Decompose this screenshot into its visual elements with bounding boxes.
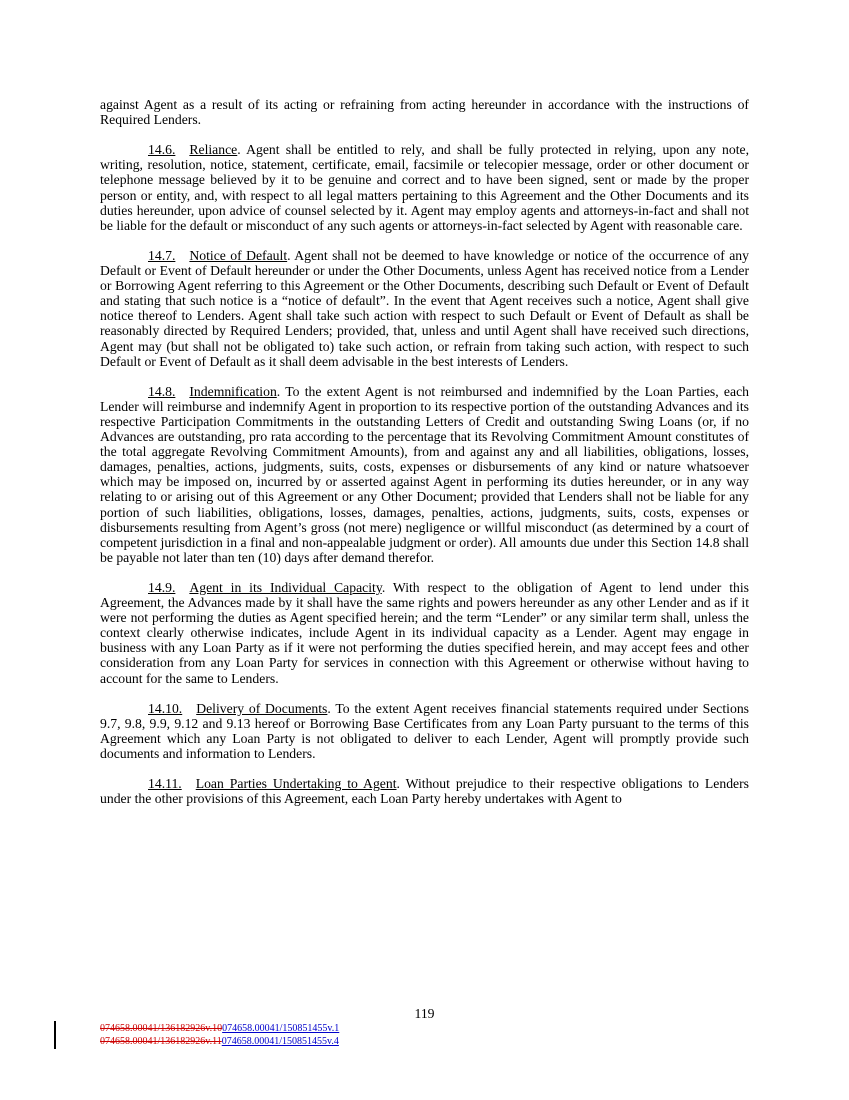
section-number: 14.6. — [148, 142, 176, 158]
footer-line-1 — [100, 1023, 339, 1036]
section-14-8 — [100, 384, 749, 565]
section-text: . Agent shall not be deemed to have knowledge or notice of the occurrence of any Default or Event of Default hereunder or under the Other Documents, unless Agent has received notice from a Lender or Borrowing Agent referring to this Agreement or the Other Documents, describing such Default or Event of Default and stating that such notice is a “notice of default”. In the event that Agent receives such a notice, Agent shall give notice thereof to Lenders. Agent shall take such action with respect to such Default or Event of Default as shall be reasonably directed by Required Lenders; provided, that, unless and until Agent shall have received such directions, Agent may (but shall not be obligated to) take such action, or refrain from taking such action, with respect to such Default or Event of Default as it shall deem advisable in the best interests of Lenders. — [100, 247, 749, 369]
document-body — [100, 97, 749, 822]
section-text: . Agent shall be entitled to rely, and shall be fully protected in relying, upon any note, writing, resolution, notice, statement, certificate, email, facsimile or telecopier message, order or other document or telephone message believed by it to be genuine and correct and to have been signed, sent or made by the proper person or entity, and, with respect to all legal matters pertaining to this Agreement and the Other Documents and its duties hereunder, upon advice of counsel selected by it. Agent may employ agents and attorneys-in-fact and shall not be liable for the default or misconduct of any such agents or attorneys-in-fact selected by Agent with reasonable care. — [100, 142, 749, 233]
section-title: Indemnification — [189, 383, 277, 399]
section-number: 14.9. — [148, 580, 176, 595]
change-bar — [54, 1021, 56, 1049]
footer-deleted-id: 074658.00041/136182926v.11 — [100, 1035, 222, 1047]
footer-inserted-id: 074658.00041/150851455v.1 — [222, 1023, 340, 1034]
section-14-7 — [100, 248, 749, 369]
section-title: Delivery of Documents — [196, 700, 328, 716]
paragraph-text: against Agent as a result of its acting or refraining from acting hereunder in accordance with the instructions of Required Lenders. — [100, 97, 749, 128]
section-title: Notice of Default — [189, 247, 288, 263]
section-text: . To the extent Agent receives financial statements required under Sections 9.7, 9.8, 9.9, 9.12 and 9.13 hereof or Borrowing Base Certificates from any Loan Party pursuant to the terms of this Agreement which any Loan Party is not obligated to deliver to each Lender, Agent will promptly provide such documents and information to Lenders. — [100, 700, 749, 762]
section-title: Loan Parties Undertaking to Agent — [195, 776, 397, 792]
footer-line-2 — [100, 1036, 339, 1049]
section-title: Agent in its Individual Capacity — [189, 580, 382, 595]
section-14-11 — [100, 776, 749, 806]
page-number: 119 — [414, 1006, 435, 1021]
document-footer — [100, 1023, 339, 1048]
section-number: 14.11. — [148, 776, 182, 792]
footer-deleted-id: 074658.00041/136182926v.10 — [100, 1023, 223, 1034]
footer-inserted-id: 074658.00041/150851455v.4 — [221, 1035, 339, 1047]
section-text: . With respect to the obligation of Agent to lend under this Agreement, the Advances made by it shall have the same rights and powers hereunder as any other Lender and as if it were not performing the duties as Agent specified herein; and the term “Lender” or any similar term shall, unless the context clearly otherwise indicates, include Agent in its individual capacity as a Lender. Agent may engage in business with any Loan Party as if it were not performing the duties specified herein, and may accept fees and other consideration from any Loan Party for services in connection with this Agreement or otherwise without having to account for the same to Lenders. — [100, 580, 749, 686]
section-14-6 — [100, 142, 749, 233]
section-number: 14.8. — [148, 383, 176, 399]
section-text: . Without prejudice to their respective obligations to Lenders under the other provisions of this Agreement, each Loan Party hereby undertakes with Agent to — [100, 776, 749, 807]
section-14-10 — [100, 701, 749, 761]
section-number: 14.7. — [148, 247, 176, 263]
section-text: . To the extent Agent is not reimbursed and indemnified by the Loan Parties, each Lender will reimburse and indemnify Agent in proportion to its respective portion of the outstanding Advances and its respective Participation Commitments in the outstanding Letters of Credit and outstanding Swing Loans (or, if no Advances are outstanding, pro rata according to the percentage that its Revolving Commitment Amount constitutes of the total aggregate Revolving Commitment Amounts), from and against any and all liabilities, obligations, losses, damages, penalties, actions, judgments, suits, costs, expenses or disbursements of any kind or nature whatsoever which may be imposed on, incurred by or asserted against Agent in performing its duties hereunder, or in any way relating to or arising out of this Agreement or any Other Document; provided that Lenders shall not be liable for any portion of such liabilities, obligations, losses, damages, penalties, actions, judgments, suits, costs, expenses or disbursements resulting from Agent’s gross (not mere) negligence or willful misconduct (as determined by a court of competent jurisdiction in a final and non-appealable judgment or order). All amounts due under this Section 14.8 shall be payable not later than ten (10) days after demand therefor. — [100, 383, 749, 565]
section-number: 14.10. — [148, 700, 183, 716]
paragraph-continuation — [100, 97, 749, 127]
section-title: Reliance — [189, 142, 238, 158]
section-14-9 — [100, 580, 749, 686]
